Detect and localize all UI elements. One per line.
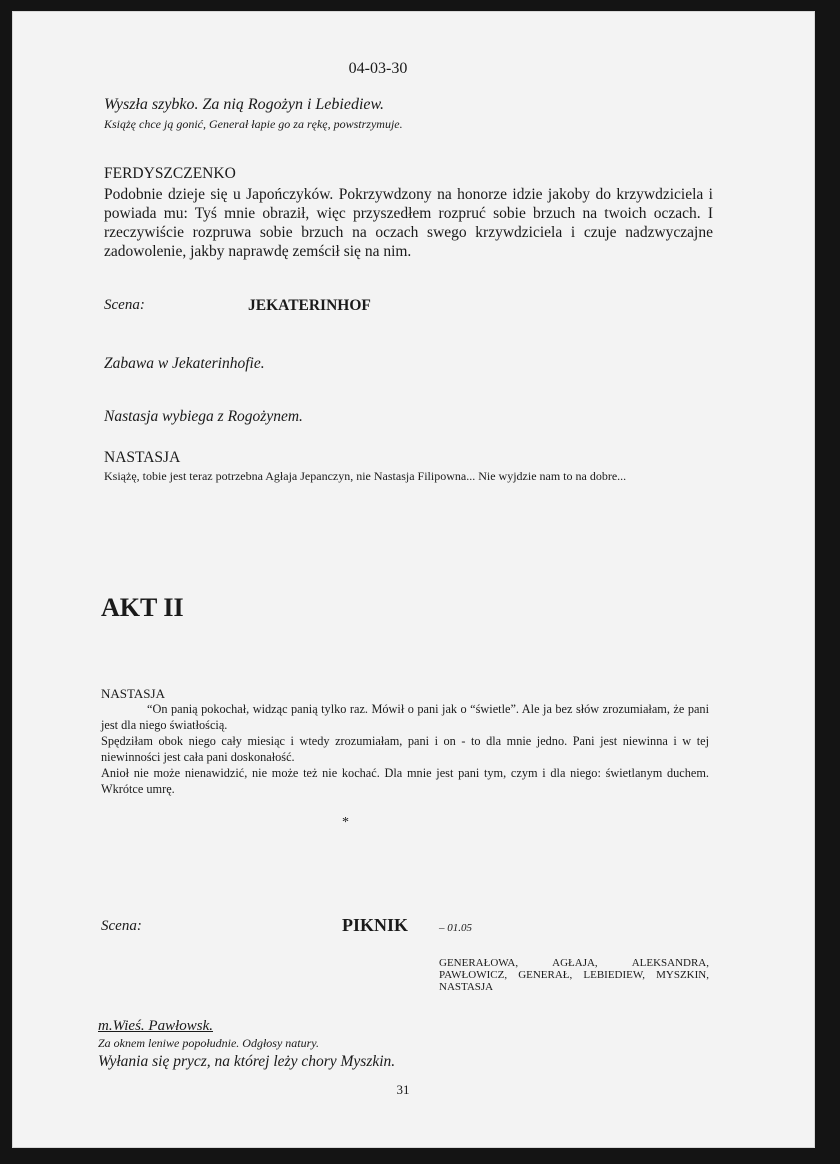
cast-list: GENERAŁOWA, AGŁAJA, ALEKSANDRA, PAWŁOWICZ, GENERAŁ, LEBIEDIEW, MYSZKIN, NASTASJA <box>439 957 709 993</box>
stage-direction: Wyszła szybko. Za nią Rogożyn i Lebiediew. <box>104 96 384 113</box>
stage-direction: Zabawa w Jekaterinhofie. <box>104 355 265 372</box>
dialogue-paragraph: Anioł nie może nienawidzić, nie może też nie kochać. Dla mnie jest pani tym, czym i dla niego: świetlanym duchem. Wkrótce umrę. <box>101 766 709 796</box>
section-separator: * <box>342 815 349 830</box>
page-number: 31 <box>396 1082 410 1097</box>
speaker-name: FERDYSZCZENKO <box>104 165 236 182</box>
script-page <box>12 11 815 1148</box>
speaker-name: NASTASJA <box>101 686 165 701</box>
stage-direction: Wyłania się prycz, na której leży chory Myszkin. <box>98 1053 396 1070</box>
dialogue-block <box>101 701 709 797</box>
stage-direction-small: Książę chce ją gonić, Generał łapie go za rękę, powstrzymuje. <box>104 117 403 131</box>
page-date: 04-03-30 <box>348 60 408 77</box>
scene-label: Scena: <box>101 918 142 934</box>
scene-label: Scena: <box>104 297 145 313</box>
dialogue-paragraph: Spędziłam obok niego cały miesiąc i wtedy zrozumiałam, pani i on - to dla mnie jedno. Pani jest niewinna i w tej niewinności jest cała pani doskonałość. <box>101 734 709 764</box>
dialogue-paragraph: “On panią pokochał, widząc panią tylko raz. Mówił o pani jak o “świetle”. Ale ja bez słów zrozumiałam, że pani jest dla niego światłością. <box>101 702 709 732</box>
stage-direction: Nastasja wybiega z Rogożynem. <box>104 408 303 425</box>
act-heading: AKT II <box>101 593 184 622</box>
speaker-name: NASTASJA <box>104 449 181 466</box>
stage-direction-small: Za oknem leniwe popołudnie. Odgłosy natury. <box>98 1036 319 1050</box>
dialogue-paragraph: Podobnie dzieje się u Japończyków. Pokrzywdzony na honorze idzie jakoby do krzywdziciela i powiada mu: Tyś mnie obraził, więc przyszedłem rozpruć sobie brzuch na twoich oczach. I rzeczywiście rozpruwa sobie brzuch na oczach swego krzywdziciela i czuje nadzwyczajne zadowolenie, jakby naprawdę zemścił się na nim. <box>104 186 713 260</box>
scene-title: PIKNIK <box>342 915 409 935</box>
dialogue-line: Książę, tobie jest teraz potrzebna Agłaja Jepanczyn, nie Nastasja Filipowna... Nie wyjdzie nam to na dobre... <box>104 469 627 483</box>
scene-date-note: – 01.05 <box>439 922 472 934</box>
location-heading: m.Wieś. Pawłowsk. <box>98 1018 213 1034</box>
scene-title: JEKATERINHOF <box>248 297 371 314</box>
